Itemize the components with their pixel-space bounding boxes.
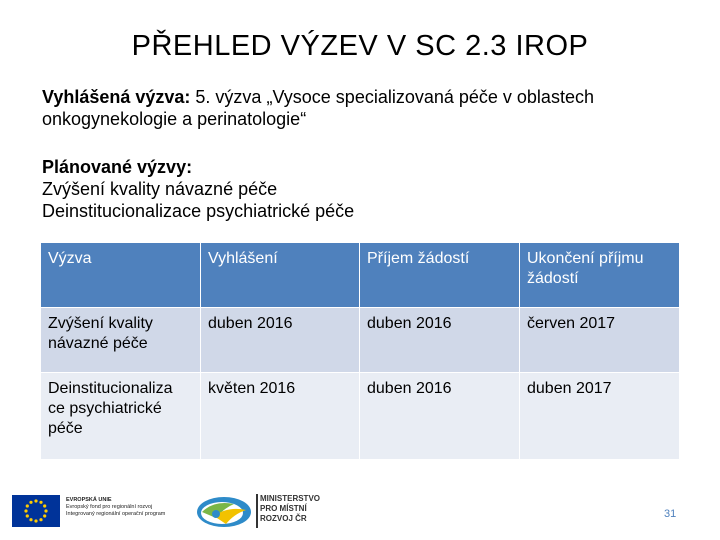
- footer-logos: [10, 492, 340, 530]
- table-cell: duben 2016: [201, 308, 360, 373]
- eu-flag-icon: [12, 495, 60, 527]
- table-cell: duben 2016: [360, 308, 520, 373]
- announced-label: Vyhlášená výzva:: [42, 87, 191, 107]
- mmr-line: PRO MÍSTNÍ: [260, 504, 307, 513]
- table-cell: květen 2016: [201, 373, 360, 460]
- table-cell: červen 2017: [520, 308, 680, 373]
- eu-line: EVROPSKÁ UNIE: [66, 497, 112, 503]
- planned-item: Zvýšení kvality návazné péče: [42, 179, 278, 199]
- planned-calls: [42, 156, 682, 222]
- table-header-cell: Ukončení příjmu žádostí: [520, 243, 680, 308]
- announced-call: [42, 86, 682, 130]
- mmr-logo-text: [260, 494, 320, 524]
- table-row: [41, 308, 680, 373]
- table-header-cell: Výzva: [41, 243, 201, 308]
- eu-line: Evropský fond pro regionální rozvoj: [66, 504, 153, 510]
- table-cell: duben 2016: [360, 373, 520, 460]
- table-row: [41, 373, 680, 460]
- mmr-divider: [256, 494, 258, 528]
- planned-item: Deinstitucionalizace psychiatrické péče: [42, 201, 355, 221]
- table-cell: Zvýšení kvality návazné péče: [41, 308, 201, 373]
- page-number: 31: [664, 508, 677, 520]
- slide-title: PŘEHLED VÝZEV V SC 2.3 IROP: [131, 30, 589, 62]
- eu-line: Integrovaný regionální operační program: [66, 511, 166, 517]
- eu-logo-text: [66, 497, 186, 518]
- mmr-line: ROZVOJ ČR: [260, 514, 307, 523]
- table-header-cell: Vyhlášení: [201, 243, 360, 308]
- mmr-logo-icon: [194, 492, 254, 530]
- table-cell: Deinstitucionaliza ce psychiatrické péče: [41, 373, 201, 460]
- calls-table: [40, 242, 680, 460]
- table-header-row: [41, 243, 680, 308]
- mmr-line: MINISTERSTVO: [260, 494, 321, 503]
- announced-text: 5. výzva „Vysoce specializovaná péče v oblastech onkogynekologie a perinatologie“: [42, 87, 594, 129]
- table-cell: duben 2017: [520, 373, 680, 460]
- table-header-cell: Příjem žádostí: [360, 243, 520, 308]
- planned-label: Plánované výzvy:: [42, 157, 193, 177]
